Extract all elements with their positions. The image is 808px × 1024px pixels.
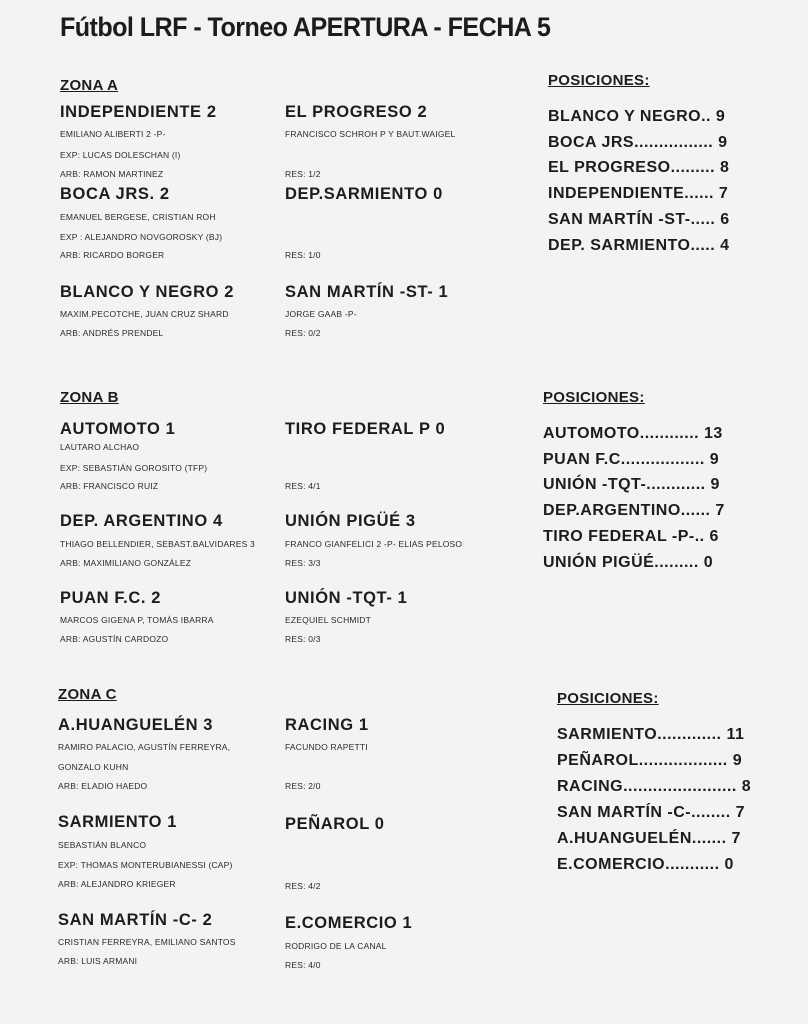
zone-a-match-1-referee: ARB: RAMON MARTINEZ xyxy=(60,169,164,179)
zone-b-match-3-away: UNIÓN -TQT- 1 xyxy=(285,589,408,607)
zone-c-position-row: PEÑAROL.................. 9 xyxy=(557,752,743,769)
zone-b-position-row: AUTOMOTO............ 13 xyxy=(543,425,723,442)
zone-a-match-1-reserve: RES: 1/2 xyxy=(285,169,321,179)
zone-b-position-row: UNIÓN PIGÜÉ......... 0 xyxy=(543,554,714,571)
zone-b-match-2-home: DEP. ARGENTINO 4 xyxy=(60,512,223,530)
zone-c-match-2-expulsion: EXP: THOMAS MONTERUBIANESSI (CAP) xyxy=(58,860,233,870)
zone-a-match-2-home-scorers: EMANUEL BERGESE, CRISTIAN ROH xyxy=(60,212,216,222)
zone-b-heading: ZONA B xyxy=(60,389,119,406)
zone-a-position-row: SAN MARTÍN -ST-..... 6 xyxy=(548,211,730,228)
zone-a-match-3-home: BLANCO Y NEGRO 2 xyxy=(60,283,235,301)
zone-c-position-row: SARMIENTO............. 11 xyxy=(557,726,745,743)
zone-a-position-row: INDEPENDIENTE...... 7 xyxy=(548,185,729,202)
zone-b-match-2-away: UNIÓN PIGÜÉ 3 xyxy=(285,512,416,530)
zone-c-match-3-away: E.COMERCIO 1 xyxy=(285,914,413,932)
zone-c-match-3-home-scorers: CRISTIAN FERREYRA, EMILIANO SANTOS xyxy=(58,937,236,947)
zone-a-match-2-home: BOCA JRS. 2 xyxy=(60,185,170,203)
zone-b-match-1-home: AUTOMOTO 1 xyxy=(60,420,176,438)
zone-a-position-row: EL PROGRESO......... 8 xyxy=(548,159,730,176)
zone-b-match-3-home-scorers: MARCOS GIGENA P, TOMÁS IBARRA xyxy=(60,615,214,625)
zone-b-match-1-away: TIRO FEDERAL P 0 xyxy=(285,420,446,438)
zone-a-match-3-away-scorers: JORGE GAAB -P- xyxy=(285,309,357,319)
zone-a-match-2-referee: ARB: RICARDO BORGER xyxy=(60,250,165,260)
zone-a-match-3-referee: ARB: ANDRÉS PRENDEL xyxy=(60,328,164,338)
zone-a-match-2-reserve: RES: 1/0 xyxy=(285,250,321,260)
zone-b-position-row: DEP.ARGENTINO...... 7 xyxy=(543,502,725,519)
zone-a-heading: ZONA A xyxy=(60,77,119,94)
zone-c-match-1-referee: ARB: ELADIO HAEDO xyxy=(58,781,148,791)
zone-c-match-1-away: RACING 1 xyxy=(285,716,369,734)
zone-b-position-row: PUAN F.C................. 9 xyxy=(543,451,720,468)
zone-a-match-1-away-scorers: FRANCISCO SCHROH P Y BAUT.WAIGEL xyxy=(285,129,456,139)
zone-c-match-3-home: SAN MARTÍN -C- 2 xyxy=(58,911,213,929)
zone-c-match-1-home-scorers-cont: GONZALO KUHN xyxy=(58,762,129,772)
zone-c-match-3-referee: ARB: LUIS ARMANI xyxy=(58,956,138,966)
zone-a-match-1-away: EL PROGRESO 2 xyxy=(285,103,428,121)
zone-c-match-3-reserve: RES: 4/0 xyxy=(285,960,321,970)
zone-a-match-1-expulsion: EXP: LUCAS DOLESCHAN (I) xyxy=(60,150,181,160)
zone-b-match-3-home: PUAN F.C. 2 xyxy=(60,589,162,607)
zone-a-position-row: BOCA JRS................ 9 xyxy=(548,134,728,151)
zone-a-position-row: DEP. SARMIENTO..... 4 xyxy=(548,237,730,254)
zone-c-position-row: RACING....................... 8 xyxy=(557,778,752,795)
zone-a-positions-heading: POSICIONES: xyxy=(548,72,650,89)
zone-b-position-row: TIRO FEDERAL -P-.. 6 xyxy=(543,528,719,545)
zone-c-heading: ZONA C xyxy=(58,686,117,703)
zone-b-match-1-reserve: RES: 4/1 xyxy=(285,481,321,491)
zone-a-match-3-home-scorers: MAXIM.PECOTCHE, JUAN CRUZ SHARD xyxy=(60,309,229,319)
zone-a-match-1-home-scorers: EMILIANO ALIBERTI 2 -P- xyxy=(60,129,166,139)
zone-b-match-3-away-scorers: EZEQUIEL SCHMIDT xyxy=(285,615,372,625)
zone-c-match-2-referee: ARB: ALEJANDRO KRIEGER xyxy=(58,879,176,889)
zone-b-match-1-home-scorers: LAUTARO ALCHAO xyxy=(60,442,140,452)
zone-b-positions-heading: POSICIONES: xyxy=(543,389,645,406)
zone-c-match-3-away-scorers: RODRIGO DE LA CANAL xyxy=(285,941,387,951)
zone-c-position-row: A.HUANGUELÉN....... 7 xyxy=(557,830,741,847)
zone-b-match-2-referee: ARB: MAXIMILIANO GONZÁLEZ xyxy=(60,558,192,568)
zone-c-match-1-reserve: RES: 2/0 xyxy=(285,781,321,791)
zone-a-position-row: BLANCO Y NEGRO.. 9 xyxy=(548,108,726,125)
zone-c-match-2-home: SARMIENTO 1 xyxy=(58,813,178,831)
zone-b-match-1-referee: ARB: FRANCISCO RUIZ xyxy=(60,481,159,491)
zone-b-match-3-reserve: RES: 0/3 xyxy=(285,634,321,644)
zone-b-match-2-reserve: RES: 3/3 xyxy=(285,558,321,568)
zone-b-match-2-home-scorers: THIAGO BELLENDIER, SEBAST.BALVIDARES 3 xyxy=(60,539,255,549)
zone-c-position-row: SAN MARTÍN -C-........ 7 xyxy=(557,804,745,821)
zone-b-match-2-away-scorers: FRANCO GIANFELICI 2 -P- ELIAS PELOSO xyxy=(285,539,463,549)
zone-a-match-2-away: DEP.SARMIENTO 0 xyxy=(285,185,443,203)
zone-c-match-1-home: A.HUANGUELÉN 3 xyxy=(58,716,214,734)
zone-a-match-2-expulsion: EXP : ALEJANDRO NOVGOROSKY (BJ) xyxy=(60,232,223,242)
zone-c-match-1-home-scorers: RAMIRO PALACIO, AGUSTÍN FERREYRA, xyxy=(58,742,231,752)
zone-a-match-1-home: INDEPENDIENTE 2 xyxy=(60,103,217,121)
zone-c-position-row: E.COMERCIO........... 0 xyxy=(557,856,734,873)
zone-a-match-3-away: SAN MARTÍN -ST- 1 xyxy=(285,283,449,301)
zone-b-match-3-referee: ARB: AGUSTÍN CARDOZO xyxy=(60,634,169,644)
zone-c-match-2-home-scorers: SEBASTIÁN BLANCO xyxy=(58,840,147,850)
zone-c-match-2-reserve: RES: 4/2 xyxy=(285,881,321,891)
page-title: Fútbol LRF - Torneo APERTURA - FECHA 5 xyxy=(60,12,551,42)
zone-a-match-3-reserve: RES: 0/2 xyxy=(285,328,321,338)
zone-c-positions-heading: POSICIONES: xyxy=(557,690,659,707)
zone-b-position-row: UNIÓN -TQT-............ 9 xyxy=(543,476,720,493)
zone-b-match-1-expulsion: EXP: SEBASTIÁN GOROSITO (TFP) xyxy=(60,463,208,473)
zone-c-match-2-away: PEÑAROL 0 xyxy=(285,815,385,833)
zone-c-match-1-away-scorers: FACUNDO RAPETTI xyxy=(285,742,368,752)
